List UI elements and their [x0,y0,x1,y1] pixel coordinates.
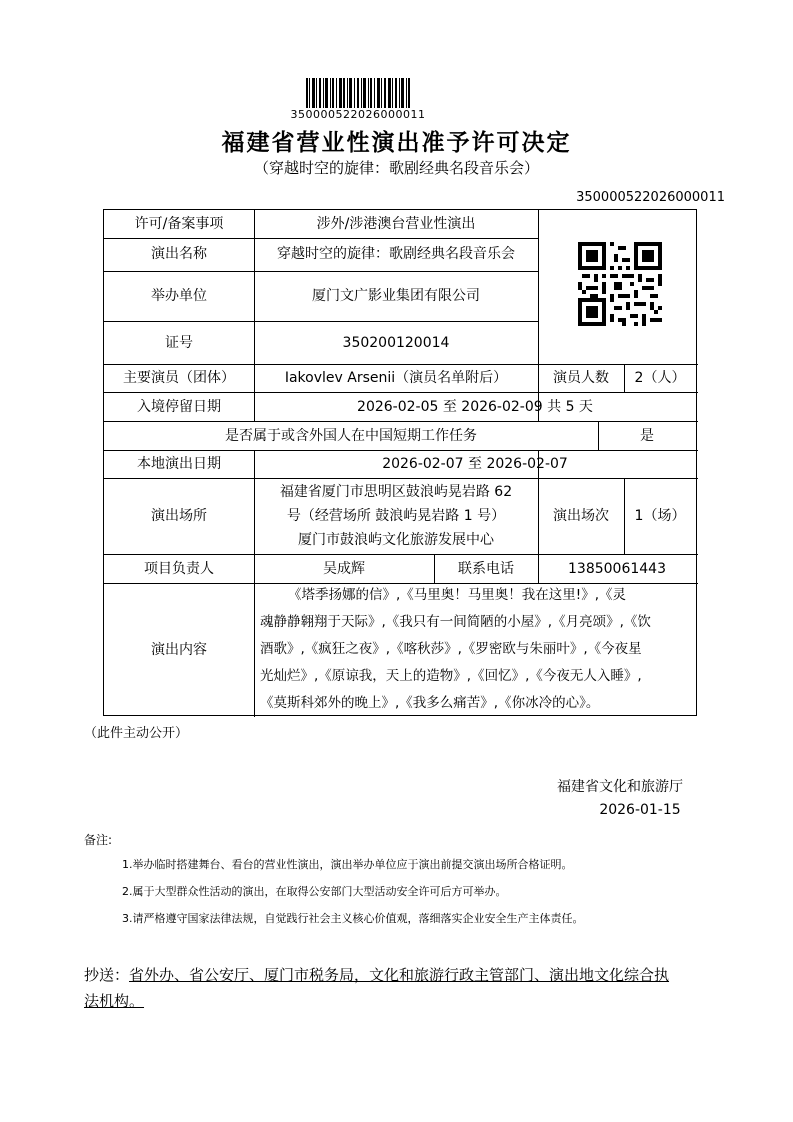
venue-line: 厦门市鼓浪屿文化旅游发展中心 [298,532,494,548]
short-work-label: 是否属于或含外国人在中国短期工作任务 [225,427,477,444]
content-line: 魂静静翱翔于天际》,《我只有一间简陋的小屋》,《月亮颂》,《饮 [260,614,651,630]
cert-value: 350200120014 [342,334,450,351]
barcode-image [306,78,410,108]
show-name-label: 演出名称 [151,246,207,262]
venue-label: 演出场所 [151,508,207,524]
content-line: 《莫斯科郊外的晚上》,《我多么痛苦》,《你冰冷的心》。 [260,695,600,711]
phone-label: 联系电话 [458,560,514,577]
public-disclosure-note: （此件主动公开） [84,726,189,741]
remark-note-2: 2.属于大型群众性活动的演出，在取得公安部门大型活动安全许可后方可举办。 [122,885,507,898]
page-subtitle: （穿越时空的旋律：歌剧经典名段音乐会） [253,159,539,177]
content-line: 光灿烂》,《原谅我，天上的造物》,《回忆》,《今夜无人入睡》, [260,668,642,684]
performer-count-label: 演员人数 [553,370,609,386]
cc-list [84,962,724,1014]
stay-label: 入境停留日期 [137,398,221,415]
cert-label: 证号 [165,334,193,351]
cc-recipients-line1: 省外办、省公安厅、厦门市税务局，文化和旅游行政主管部门、演出地文化综合执 [129,966,670,984]
remark-note-3: 3.请严格遵守国家法律法规，自觉践行社会主义核心价值观，落细落实企业安全生产主体责任。 [122,912,584,925]
local-dates-label: 本地演出日期 [137,456,221,472]
stay-value: 2026-02-05 至 2026-02-09 共 5 天 [357,398,593,415]
show-name-value: 穿越时空的旋律：歌剧经典名段音乐会 [277,246,515,262]
performers-label: 主要演员（团体） [123,370,235,386]
manager-label: 项目负责人 [144,560,214,577]
venue-value [254,478,538,554]
local-dates-value: 2026-02-07 至 2026-02-07 [382,456,568,472]
content-value [254,583,696,716]
remarks-title: 备注: [84,833,113,847]
cc-recipients-line2: 法机构。 [84,992,145,1010]
performers-value: Iakovlev Arsenii（演员名单附后） [284,370,508,386]
license-type-label: 许可/备案事项 [134,216,224,232]
content-line: 《塔季扬娜的信》,《马里奥！马里奥！我在这里!》,《灵 [288,587,626,603]
venue-line: 福建省厦门市思明区鼓浪屿晃岩路 62 [279,484,513,500]
page-title: 福建省营业性演出准予许可决定 [221,130,572,156]
organizer-value: 厦门文广影业集团有限公司 [312,288,480,304]
barcode-number: 350000522026000011 [290,108,426,121]
sessions-value: 1（场） [634,508,686,524]
issuing-authority: 福建省文化和旅游厅 [557,779,683,795]
remark-note-1: 1.举办临时搭建舞台、看台的营业性演出，演出举办单位应于演出前提交演出场所合格证明。 [122,858,573,871]
organizer-label: 举办单位 [151,288,207,304]
issue-date: 2026-01-15 [599,802,681,818]
cc-label: 抄送： [84,966,130,984]
document-number: 350000522026000011 [576,190,725,205]
license-type-value: 涉外/涉港澳台营业性演出 [316,216,476,232]
phone-value: 13850061443 [568,560,666,577]
content-label: 演出内容 [151,641,207,658]
venue-line: 号（经营场所 鼓浪屿晃岩路 1 号） [286,508,506,524]
content-line: 酒歌》,《疯狂之夜》,《喀秋莎》,《罗密欧与朱丽叶》,《今夜星 [260,641,642,657]
qr-code [578,242,662,326]
short-work-value: 是 [640,427,654,444]
performer-count-value: 2（人） [634,370,686,386]
sessions-label: 演出场次 [553,508,609,524]
manager-value: 吴成辉 [323,560,365,577]
